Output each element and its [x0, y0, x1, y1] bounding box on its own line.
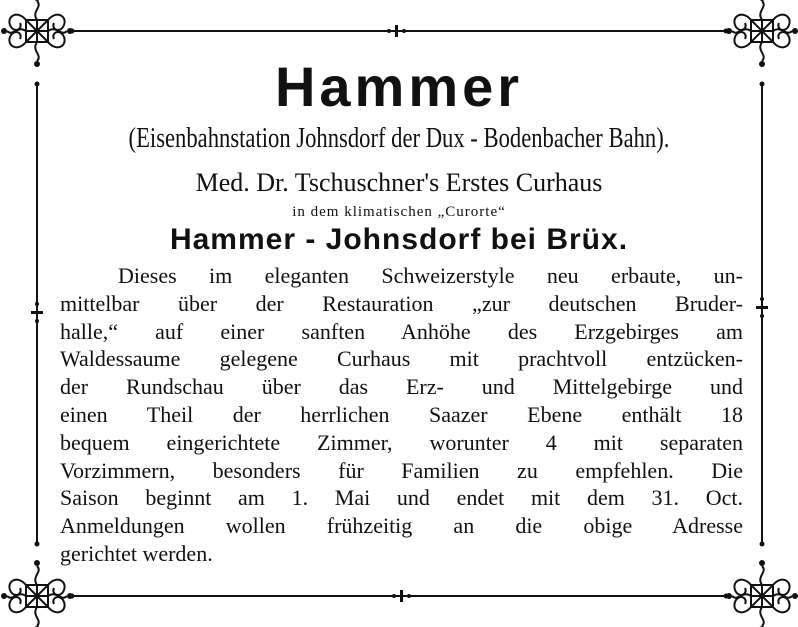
- curhaus-heading: Med. Dr. Tschuschner's Erstes Curhaus: [195, 168, 603, 197]
- right-center-ornament: [756, 297, 768, 318]
- bottom-right-corner-ornament: [726, 560, 798, 627]
- climatic-resort-line: in dem klimatischen „Curorte“: [292, 204, 506, 220]
- page-title: Hammer: [274, 55, 524, 118]
- paragraph-line: bequem eingerichtete Zimmer, worunter 4 mit separaten: [60, 429, 743, 455]
- paragraph-line: Dieses im eleganten Schweizerstyle neu erbaute, un-: [118, 263, 743, 288]
- bottom-rule-left-dot: [70, 594, 75, 599]
- location-heading: Hammer - Johnsdorf bei Brüx.: [169, 223, 629, 256]
- paragraph-line: der Rundschau über das Erz- und Mittelgebirge und: [60, 374, 743, 400]
- left-rule-bottom-dot: [35, 542, 40, 547]
- paragraph-line: einen Theil der herrlichen Saazer Ebene enthält 18: [60, 401, 743, 427]
- top-rule-left-dot: [70, 29, 75, 34]
- paragraph-line: mittelbar über der Restauration „zur deutschen Bruder-: [60, 290, 743, 316]
- railway-station-subtitle: (Eisenbahnstation Johnsdorf der Dux - Bodenbacher Bahn).: [128, 122, 670, 154]
- bottom-center-ornament: [392, 590, 411, 602]
- description-paragraph: [60, 262, 743, 568]
- top-center-ornament: [387, 25, 406, 37]
- paragraph-line: Saison beginnt am 1. Mai und endet mit dem 31. Oct.: [60, 485, 743, 511]
- bottom-left-corner-ornament: [1, 560, 73, 627]
- paragraph-line: Anmeldungen wollen frühzeitig an die obige Adresse: [60, 513, 743, 539]
- paragraph-line: Waldessaume gelegene Curhaus mit prachtvoll entzücken-: [60, 346, 743, 372]
- paragraph-line: gerichtet werden.: [60, 540, 213, 566]
- top-rule-right-dot: [724, 29, 729, 34]
- right-rule-bottom-dot: [760, 542, 765, 547]
- bottom-rule-right-dot: [724, 594, 729, 599]
- left-center-ornament: [31, 302, 43, 323]
- paragraph-line: Vorzimmern, besonders für Familien zu empfehlen. Die: [60, 457, 743, 483]
- paragraph-line: halle,“ auf einer sanften Anhöhe des Erzgebirges am: [60, 318, 743, 344]
